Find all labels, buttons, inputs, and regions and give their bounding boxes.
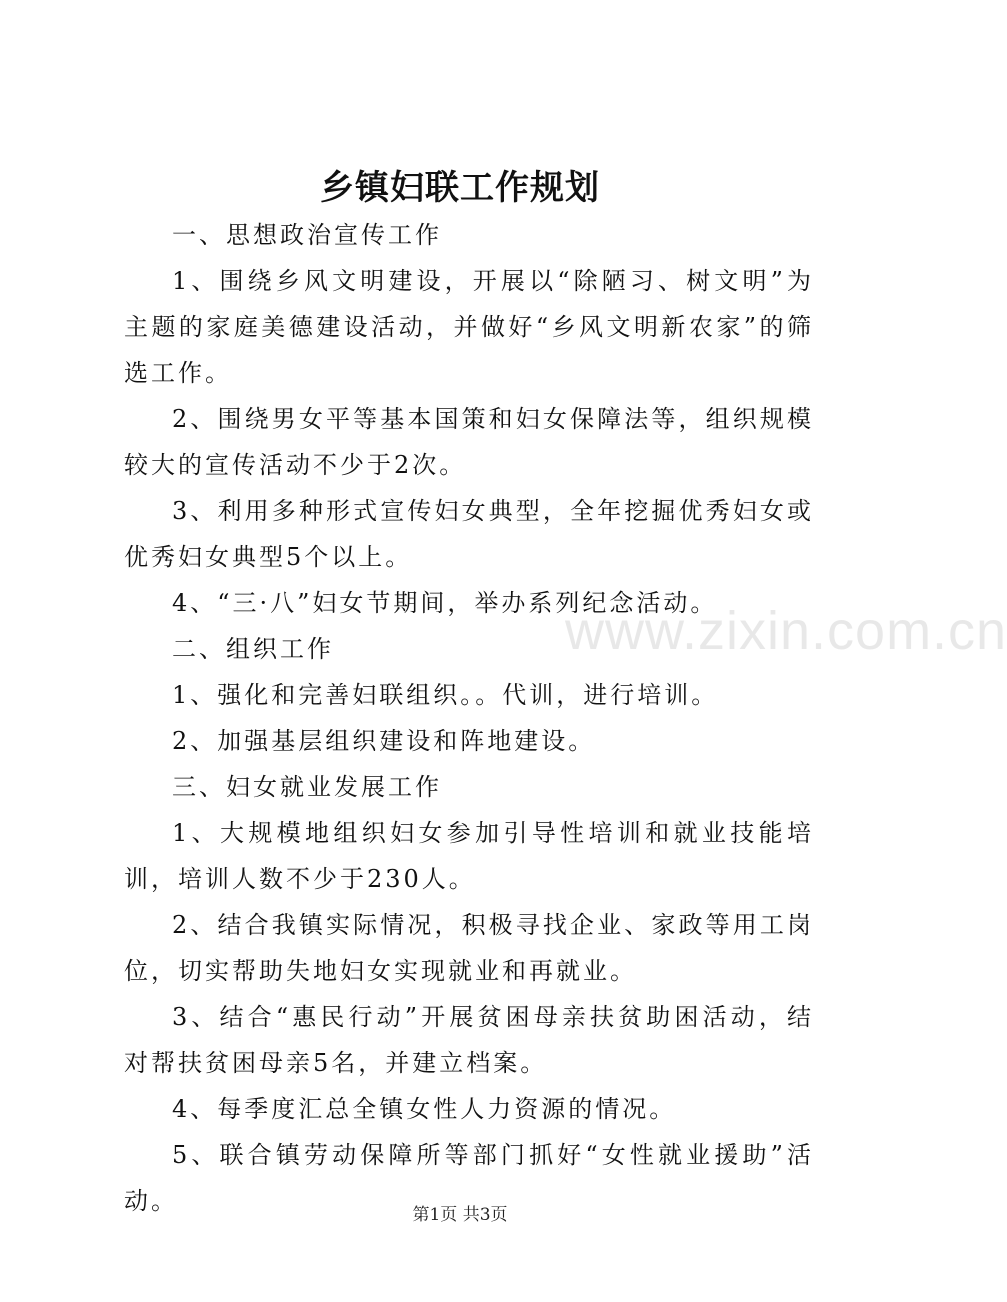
section-heading-employment: 三、妇女就业发展工作 — [172, 773, 442, 801]
paragraph-item: 2、围绕男女平等基本国策和妇女保障法等，组织规模较大的宣传活动不少于2次。 — [124, 405, 814, 479]
paragraph-item: 1、大规模地组织妇女参加引导性培训和就业技能培训，培训人数不少于230人。 — [124, 819, 814, 893]
section-heading-ideology: 一、思想政治宣传工作 — [172, 221, 442, 249]
section-heading-organization: 二、组织工作 — [172, 635, 334, 663]
paragraph-item: 1、围绕乡风文明建设，开展以“除陋习、树文明”为主题的家庭美德建设活动，并做好“乡风文明新农家”的筛选工作。 — [124, 267, 814, 387]
page-number-footer: 第1页 共3页 — [412, 1205, 508, 1225]
document-body — [124, 212, 814, 1224]
watermark: www.zixin.com.cn — [565, 601, 1007, 661]
paragraph-item: 4、“三·八”妇女节期间，举办系列纪念活动。 — [172, 589, 718, 617]
paragraph-item: 2、加强基层组织建设和阵地建设。 — [172, 727, 596, 755]
paragraph-item: 4、每季度汇总全镇女性人力资源的情况。 — [172, 1095, 677, 1123]
document-title: 乡镇妇联工作规划 — [320, 168, 600, 208]
paragraph-item: 3、结合“惠民行动”开展贫困母亲扶贫助困活动，结对帮扶贫困母亲5名，并建立档案。 — [124, 1003, 814, 1077]
paragraph-item: 1、强化和完善妇联组织。。代训，进行培训。 — [172, 681, 719, 709]
paragraph-item: 2、结合我镇实际情况，积极寻找企业、家政等用工岗位，切实帮助失地妇女实现就业和再就业。 — [124, 911, 814, 985]
paragraph-item: 5、联合镇劳动保障所等部门抓好“女性就业援助”活动。 — [124, 1141, 814, 1215]
paragraph-item: 3、利用多种形式宣传妇女典型，全年挖掘优秀妇女或优秀妇女典型5个以上。 — [124, 497, 814, 571]
